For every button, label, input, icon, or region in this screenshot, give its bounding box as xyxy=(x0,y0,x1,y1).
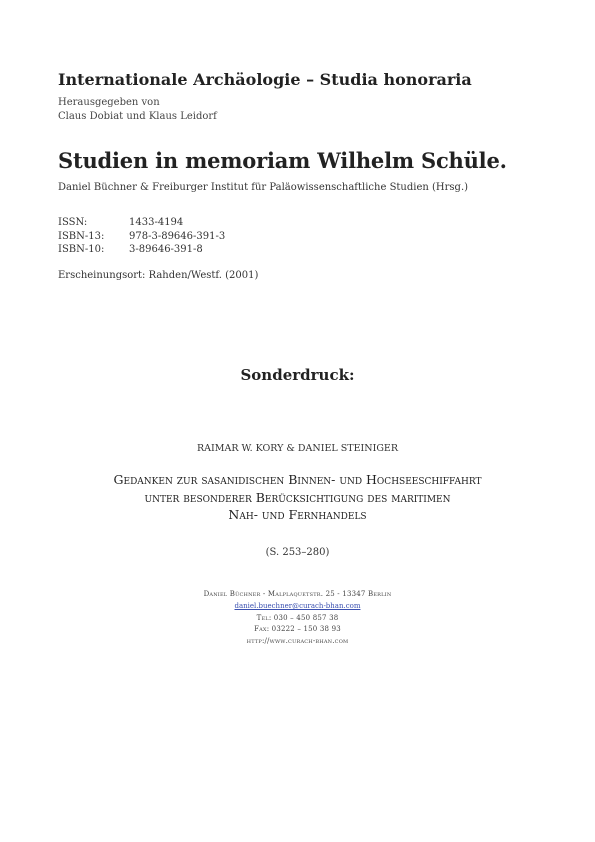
identifier-label: ISBN-13: xyxy=(58,230,105,242)
series-editors xyxy=(58,96,217,124)
page-range: (S. 253–280) xyxy=(265,547,330,558)
fax-number: Fax: 03222 – 150 38 93 xyxy=(254,625,341,634)
article-title xyxy=(40,471,555,524)
identifier-label: ISBN-10: xyxy=(58,244,105,255)
identifier-list xyxy=(58,216,225,257)
email-link[interactable]: daniel.buechner@curach-bhan.com xyxy=(234,601,361,610)
editors-intro: Herausgegeben von xyxy=(58,97,160,108)
identifier-row xyxy=(58,216,225,230)
contact-block xyxy=(0,589,595,648)
identifier-value: 3-89646-391-8 xyxy=(129,244,203,255)
identifier-label: ISSN: xyxy=(58,217,88,228)
article-title-line: Nah- und Fernhandels xyxy=(228,507,367,522)
publisher-address: Daniel Büchner - Malplaquetstr. 25 - 13347 Berlin xyxy=(203,590,392,598)
editors-names: Claus Dobiat und Klaus Leidorf xyxy=(58,111,217,122)
article-title-line: unter besonderer Berücksichtigung des maritimen xyxy=(144,489,451,505)
publication-place: Erscheinungsort: Rahden/Westf. (2001) xyxy=(58,270,259,281)
article-title-line: Gedanken zur sasanidischen Binnen- und Hochseeschiffahrt xyxy=(113,472,482,487)
identifier-value: 1433-4194 xyxy=(129,217,184,228)
identifier-row xyxy=(58,230,225,244)
article-authors: RAIMAR W. KORY & DANIEL STEINIGER xyxy=(196,443,398,454)
offprint-label: Sonderdruck: xyxy=(240,366,355,384)
website-link[interactable]: http://www.curach-bhan.com xyxy=(246,637,349,646)
volume-title: Studien in memoriam Wilhelm Schüle. xyxy=(58,148,507,173)
phone-number: Tel: 030 – 450 857 38 xyxy=(256,613,339,622)
identifier-row xyxy=(58,243,225,257)
identifier-value: 978-3-89646-391-3 xyxy=(129,230,226,242)
volume-publisher: Daniel Büchner & Freiburger Institut für Paläowissenschaftliche Studien (Hrsg.) xyxy=(58,182,469,193)
series-title: Internationale Archäologie – Studia honoraria xyxy=(58,70,472,89)
